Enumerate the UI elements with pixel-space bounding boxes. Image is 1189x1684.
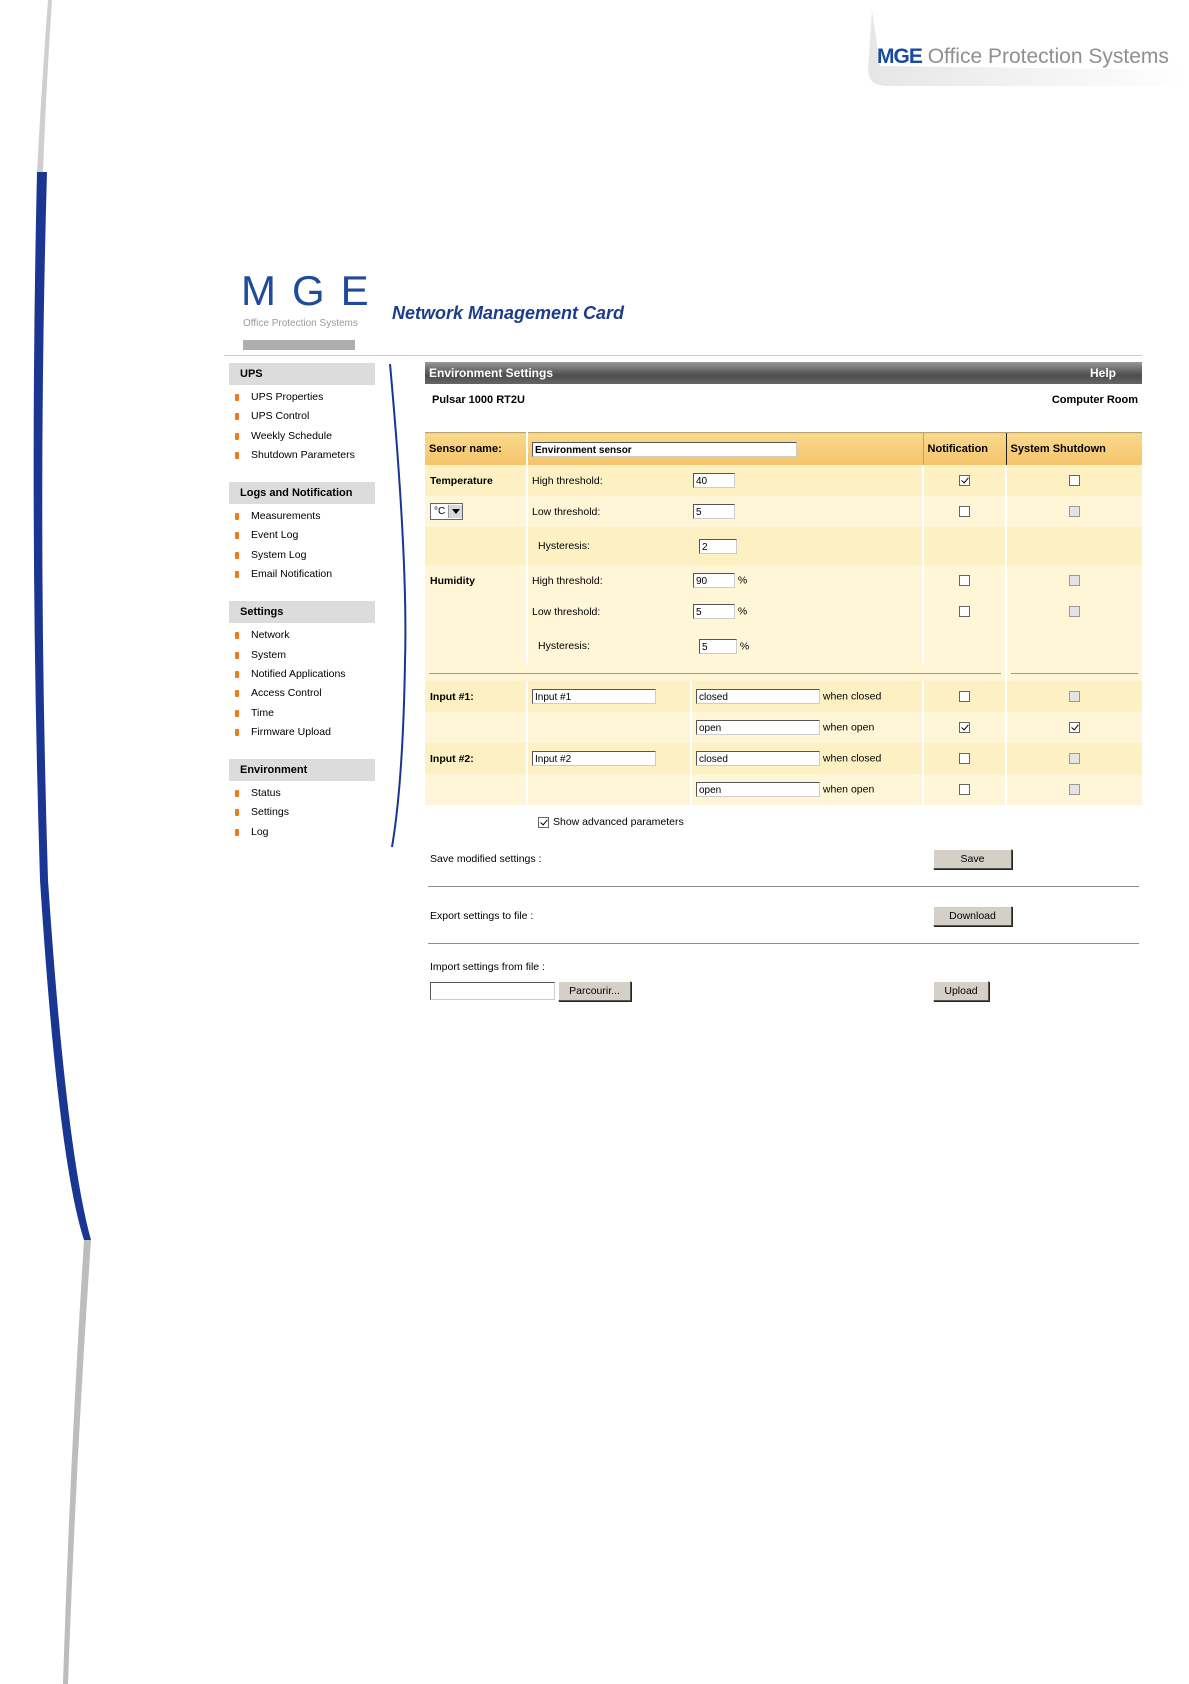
sidebar-item-measurements[interactable]: Measurements: [229, 507, 375, 526]
sidebar-item-ups-properties[interactable]: UPS Properties: [229, 388, 375, 407]
hum-high-unit: %: [737, 574, 748, 587]
table-row: [425, 743, 1142, 774]
sidebar-group-environment: [229, 759, 375, 842]
upload-button[interactable]: Upload: [933, 981, 989, 1001]
logo-bar: [243, 340, 355, 350]
temp-low-label: Low threshold:: [527, 496, 691, 527]
hum-high-input[interactable]: 90: [693, 573, 735, 588]
hum-high-notification-checkbox[interactable]: [959, 575, 970, 586]
import-section: [425, 980, 1142, 1002]
sidebar-nav: [229, 363, 375, 859]
temperature-label: Temperature: [425, 465, 527, 496]
sidebar-item-system-log[interactable]: System Log: [229, 546, 375, 565]
temp-low-notification-checkbox[interactable]: [959, 506, 970, 517]
input2-label: Input #2:: [425, 743, 527, 774]
sidebar-item-time[interactable]: Time: [229, 704, 375, 723]
shutdown-column-header: System Shutdown: [1006, 433, 1142, 466]
hum-low-label: Low threshold:: [527, 596, 691, 627]
input1-closed-input[interactable]: closed: [696, 689, 820, 704]
input1-open-input[interactable]: open: [696, 720, 820, 735]
export-section: [425, 903, 1142, 929]
table-row: [425, 712, 1142, 743]
table-row: [425, 774, 1142, 805]
page-title: Network Management Card: [392, 303, 625, 323]
hum-hysteresis-label: Hysteresis:: [527, 627, 691, 665]
hum-low-unit: %: [737, 605, 748, 618]
table-header-row: [425, 433, 1142, 466]
sidebar-item-access-control[interactable]: Access Control: [229, 684, 375, 703]
input1-name-input[interactable]: Input #1: [532, 689, 656, 704]
logo-subtitle: Office Protection Systems: [243, 318, 358, 329]
import-file-input[interactable]: [430, 982, 555, 1000]
save-button[interactable]: Save: [933, 849, 1012, 869]
input1-open-label: when open: [822, 721, 875, 734]
input2-open-notification-checkbox[interactable]: [959, 784, 970, 795]
sidebar-group-settings: [229, 601, 375, 742]
browse-button[interactable]: Parcourir...: [558, 981, 631, 1001]
sensor-name-label: Sensor name:: [425, 433, 527, 466]
main-panel: [425, 362, 1142, 1002]
table-row: [425, 565, 1142, 596]
environment-table: [425, 432, 1142, 805]
input2-open-input[interactable]: open: [696, 782, 820, 797]
brand-header: MGE Office Protection Systems: [877, 45, 1169, 68]
sidebar-item-ups-control[interactable]: UPS Control: [229, 407, 375, 426]
sidebar-item-firmware-upload[interactable]: Firmware Upload: [229, 723, 375, 742]
panel-title: Environment Settings: [429, 366, 554, 380]
table-row: [425, 627, 1142, 665]
input1-open-notification-checkbox[interactable]: [959, 722, 970, 733]
download-button[interactable]: Download: [933, 906, 1012, 926]
table-row: [425, 496, 1142, 527]
input1-label: Input #1:: [425, 681, 527, 712]
input1-closed-label: when closed: [822, 690, 882, 703]
hum-high-label: High threshold:: [527, 565, 691, 596]
sidebar-heading: Settings: [229, 601, 375, 623]
notification-column-header: Notification: [923, 433, 1006, 466]
chevron-down-icon: [448, 505, 462, 518]
device-location: Computer Room: [1051, 394, 1138, 406]
import-label: Import settings from file :: [430, 961, 545, 973]
device-info: [425, 384, 1142, 416]
input2-open-label: when open: [822, 783, 875, 796]
sidebar-item-status[interactable]: Status: [229, 784, 375, 803]
advanced-parameters-label: Show advanced parameters: [553, 816, 684, 828]
hum-low-notification-checkbox[interactable]: [959, 606, 970, 617]
table-row: [425, 465, 1142, 496]
temperature-unit-value: °C: [434, 506, 446, 517]
temp-high-label: High threshold:: [527, 465, 691, 496]
sidebar-group-logs: [229, 482, 375, 584]
sidebar-item-event-log[interactable]: Event Log: [229, 526, 375, 545]
temp-hysteresis-input[interactable]: 2: [699, 539, 737, 554]
header-divider: [224, 355, 1142, 356]
input1-closed-notification-checkbox[interactable]: [959, 691, 970, 702]
humidity-label: Humidity: [425, 565, 527, 596]
temp-hysteresis-label: Hysteresis:: [527, 527, 691, 565]
input2-closed-input[interactable]: closed: [696, 751, 820, 766]
save-label: Save modified settings :: [430, 853, 542, 865]
input2-closed-notification-checkbox[interactable]: [959, 753, 970, 764]
advanced-parameters-toggle[interactable]: [538, 816, 1142, 828]
hum-low-input[interactable]: 5: [693, 604, 735, 619]
sidebar-item-shutdown-parameters[interactable]: Shutdown Parameters: [229, 446, 375, 465]
section-divider: [429, 673, 1001, 674]
input2-name-input[interactable]: Input #2: [532, 751, 656, 766]
sidebar-item-email-notification[interactable]: Email Notification: [229, 565, 375, 584]
hum-hysteresis-unit: %: [739, 639, 750, 652]
sidebar-heading: UPS: [229, 363, 375, 385]
sidebar-item-network[interactable]: Network: [229, 626, 375, 645]
sidebar-divider: [388, 362, 418, 852]
sidebar-item-system[interactable]: System: [229, 646, 375, 665]
input2-closed-shutdown-checkbox[interactable]: [1069, 753, 1080, 764]
save-section: [425, 846, 1142, 872]
sidebar-item-notified-applications[interactable]: Notified Applications: [229, 665, 375, 684]
temperature-unit-select[interactable]: [430, 503, 463, 520]
temp-low-input[interactable]: 5: [693, 504, 735, 519]
input2-closed-label: when closed: [822, 752, 882, 765]
temp-low-shutdown-checkbox[interactable]: [1069, 506, 1080, 517]
temp-high-shutdown-checkbox[interactable]: [1069, 475, 1080, 486]
sidebar-group-ups: [229, 363, 375, 465]
temp-high-input[interactable]: 40: [693, 473, 735, 488]
temp-high-notification-checkbox[interactable]: [959, 475, 970, 486]
device-model: Pulsar 1000 RT2U: [432, 394, 525, 406]
sidebar-heading: Environment: [229, 759, 375, 781]
table-row: [425, 596, 1142, 627]
sidebar-item-settings[interactable]: Settings: [229, 803, 375, 822]
hum-low-shutdown-checkbox[interactable]: [1069, 606, 1080, 617]
hum-high-shutdown-checkbox[interactable]: [1069, 575, 1080, 586]
decorative-swoosh: [0, 0, 130, 1684]
sensor-name-input[interactable]: Environment sensor: [532, 442, 797, 457]
sidebar-item-weekly-schedule[interactable]: Weekly Schedule: [229, 427, 375, 446]
divider: [428, 886, 1139, 887]
hum-hysteresis-input[interactable]: 5: [699, 639, 737, 654]
sidebar-item-log[interactable]: Log: [229, 823, 375, 842]
section-divider-row: [425, 665, 1142, 681]
sidebar-heading: Logs and Notification: [229, 482, 375, 504]
section-divider: [1011, 673, 1138, 674]
export-label: Export settings to file :: [430, 910, 534, 922]
mge-logo: MGE: [241, 267, 385, 314]
table-row: [425, 681, 1142, 712]
panel-titlebar: [425, 362, 1142, 384]
input2-open-shutdown-checkbox[interactable]: [1069, 784, 1080, 795]
advanced-parameters-checkbox[interactable]: [538, 817, 549, 828]
input1-closed-shutdown-checkbox[interactable]: [1069, 691, 1080, 702]
help-link[interactable]: Help: [1089, 366, 1116, 380]
input1-open-shutdown-checkbox[interactable]: [1069, 722, 1080, 733]
table-row: [425, 527, 1142, 565]
